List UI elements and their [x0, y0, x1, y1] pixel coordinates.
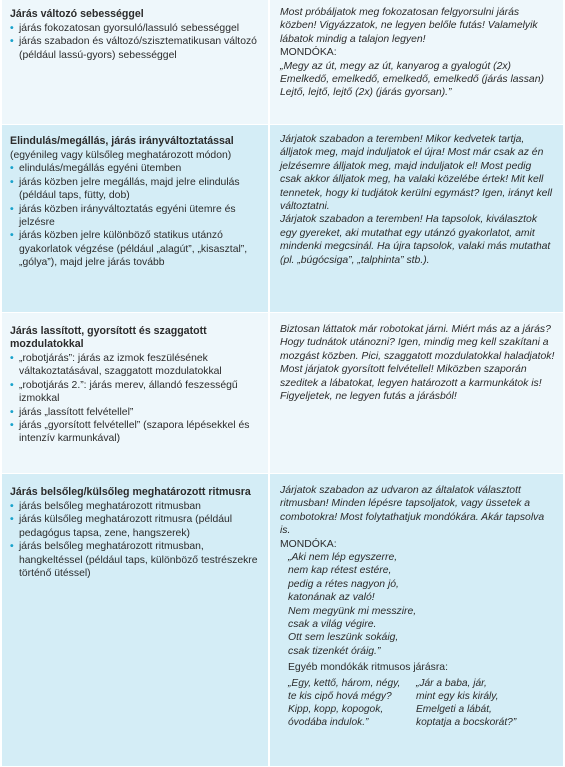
poem-line: Emelgeti a lábát,: [416, 703, 492, 715]
poem-line: koptatja a bocskorát?”: [416, 716, 517, 728]
list-item: • járás belsőleg meghatározott ritmusban, hangkeltéssel (például taps, különböző testrészekre történő ütéssel): [10, 541, 258, 580]
mondoka-label: MONDÓKA:: [280, 47, 337, 59]
poem-line: csak a világ végire.: [288, 619, 377, 631]
poem-line: óvodába indulok.”: [288, 716, 369, 728]
poem-line: „Egy, kettő, három, négy,: [288, 677, 401, 689]
instruction-text: Biztosan láttatok már robotokat járni. Miért más az a járás? Hogy tudnátok utánozni? Igen, mindig meg kell szakítani a mozgást közben. Pici, szaggatott mozdulatokkal haladjatok! Most járjatok gyorsított felvétellel! Miközben szaporán szeditek a lábatokat, legyen határozott a karmunkátok is! Figyeljetek, ne legyen futás a járásból!: [280, 324, 555, 403]
poem-line: nem kap rétest estére,: [288, 565, 392, 577]
instruction-text: Járjatok szabadon a teremben! Ha tapsolok, kiválasztok egy gyereket, aki mutathat egy utánzó gyakorlatot, amit mindenki megcsinál. Ha újra tapsolok, valaki más mutathat (pl. „búgócsiga”, „talphinta” stb.).: [280, 214, 551, 266]
poem-line: Nem megyünk mi messzire,: [288, 605, 417, 617]
list-item: • járás „gyorsított felvétellel” (szapora lépésekkel és intenzív karmunkával): [10, 420, 250, 445]
mondoka-label: MONDÓKA:: [280, 538, 337, 550]
table-row: [2, 125, 563, 313]
list-item: • járás belsőleg meghatározott ritmusban: [10, 501, 201, 512]
poem-line: Ott sem leszünk sokáig,: [288, 632, 399, 644]
row-left-cell: [2, 474, 270, 766]
bullet-icon: •: [10, 353, 14, 364]
table-row: [2, 313, 563, 474]
bullet-icon: •: [10, 406, 14, 418]
row-right-cell: [270, 313, 563, 473]
row-heading: Elindulás/megállás, járás irányváltoztatással: [10, 135, 234, 147]
list-item: • „robotjárás 2.”: járás merev, állandó feszességű izmokkal: [10, 379, 238, 405]
poem-line: „Aki nem lép egyszerre,: [288, 552, 398, 564]
poem-line: te kis cipő hová mégy?: [288, 690, 392, 702]
instruction-text: Járjatok szabadon a teremben! Mikor kedvetek tartja, álljatok meg, majd induljatok el újra! Most már csak az én jelzésemre álljatok meg, majd induljatok el! Most pedig csak akkor álljatok meg, ha valaki közelébe értek! Mit kell tennetek, hogy ki tudjátok kerülni egymást? Igen, irányt kell változtatni.: [280, 134, 553, 213]
row-right-cell: [270, 125, 563, 312]
bullet-icon: •: [10, 176, 14, 188]
bullet-icon: •: [10, 203, 14, 215]
table-row: [2, 474, 563, 767]
row-right-cell: [270, 474, 563, 766]
list-item: • járás közben jelre megállás, majd jelre elindulás (például taps, fütty, dob): [10, 176, 240, 202]
poem-line: „Megy az út, megy az út, kanyarog a gyalogút (2x): [280, 60, 512, 72]
instruction-text: Most próbáljatok meg fokozatosan felgyorsulni járás közben! Vigyázzatok, ne legyen belőle futás! Valamelyik lábatok mindig a talajon legyen!: [280, 7, 538, 45]
instruction-text: Járjatok szabadon az udvaron az általatok választott ritmusban! Minden lépésre tapsoljatok, vagy üssetek a combotokra! Most folytathatjuk mondókára. Akár tapsolva is.: [280, 485, 545, 537]
bullet-list: [10, 162, 262, 269]
bullet-icon: •: [10, 163, 14, 175]
list-item: • járás „lassított felvétellel”: [10, 406, 134, 418]
row-heading: Járás belsőleg/külsőleg meghatározott ritmusra: [10, 486, 251, 498]
bullet-icon: •: [10, 23, 14, 34]
poem-line: csak tizenkét óráig.”: [288, 645, 381, 657]
row-subtitle: (egyénileg vagy külsőleg meghatározott módon): [10, 150, 232, 161]
list-item: • „robotjárás”: járás az izmok feszülésének váltakoztatásával, szaggatott mozdulatokkal: [10, 353, 222, 378]
list-item: • járás szabadon és változó/szisztematikusan változó (például lassú-gyors) sebességgel: [10, 36, 257, 61]
poem-line: „Jár a baba, jár,: [416, 677, 487, 689]
poem-line: Lejtő, lejtő, lejtő (2x) (járás gyorsan).”: [280, 87, 452, 99]
bullet-icon: •: [10, 420, 14, 432]
list-item: • járás külsőleg meghatározott ritmusra (például pedagógus tapsa, zene, hangszerek): [10, 514, 233, 539]
bullet-list: [10, 352, 262, 446]
poem-columns: [280, 677, 555, 729]
bullet-list: [10, 22, 262, 62]
other-rhymes-label: Egyéb mondókák ritmusos járásra:: [288, 662, 448, 674]
bullet-icon: •: [10, 230, 14, 242]
bullet-icon: •: [10, 514, 14, 526]
poem-line: katonának az való!: [288, 592, 375, 604]
poem-left: [288, 677, 416, 729]
row-left-cell: [2, 313, 270, 473]
row-heading: Járás lassított, gyorsított és szaggatott mozdulatokkal: [10, 325, 207, 350]
bullet-list: [10, 500, 262, 580]
poem-line: mint egy kis király,: [416, 690, 499, 702]
list-item: • elindulás/megállás egyéni ütemben: [10, 163, 182, 175]
list-item: • járás közben jelre különböző statikus utánzó gyakorlatok végzése (például „alagút”, „kisasztal”, „gólya”), majd jelre járás tovább: [10, 230, 248, 269]
poem-line: Emelkedő, emelkedő, emelkedő, emelkedő (járás lassan): [280, 74, 544, 86]
list-item: • járás fokozatosan gyorsuló/lassuló sebességgel: [10, 23, 240, 34]
poem-line: pedig a rétes nagyon jó,: [288, 578, 399, 590]
poem-line: Kipp, kopp, kopogok,: [288, 703, 384, 715]
bullet-icon: •: [10, 379, 14, 391]
row-heading: Járás változó sebességgel: [10, 8, 144, 20]
list-item: • járás közben irányváltoztatás egyéni ütemre és jelzésre: [10, 203, 236, 229]
bullet-icon: •: [10, 36, 14, 48]
bullet-icon: •: [10, 501, 14, 512]
poem-right: [416, 677, 516, 729]
bullet-icon: •: [10, 541, 14, 553]
row-right-cell: [270, 0, 563, 124]
exercise-table: [2, 0, 563, 767]
row-left-cell: [2, 125, 270, 312]
row-left-cell: [2, 0, 270, 124]
table-row: [2, 0, 563, 125]
poem: [280, 551, 555, 658]
